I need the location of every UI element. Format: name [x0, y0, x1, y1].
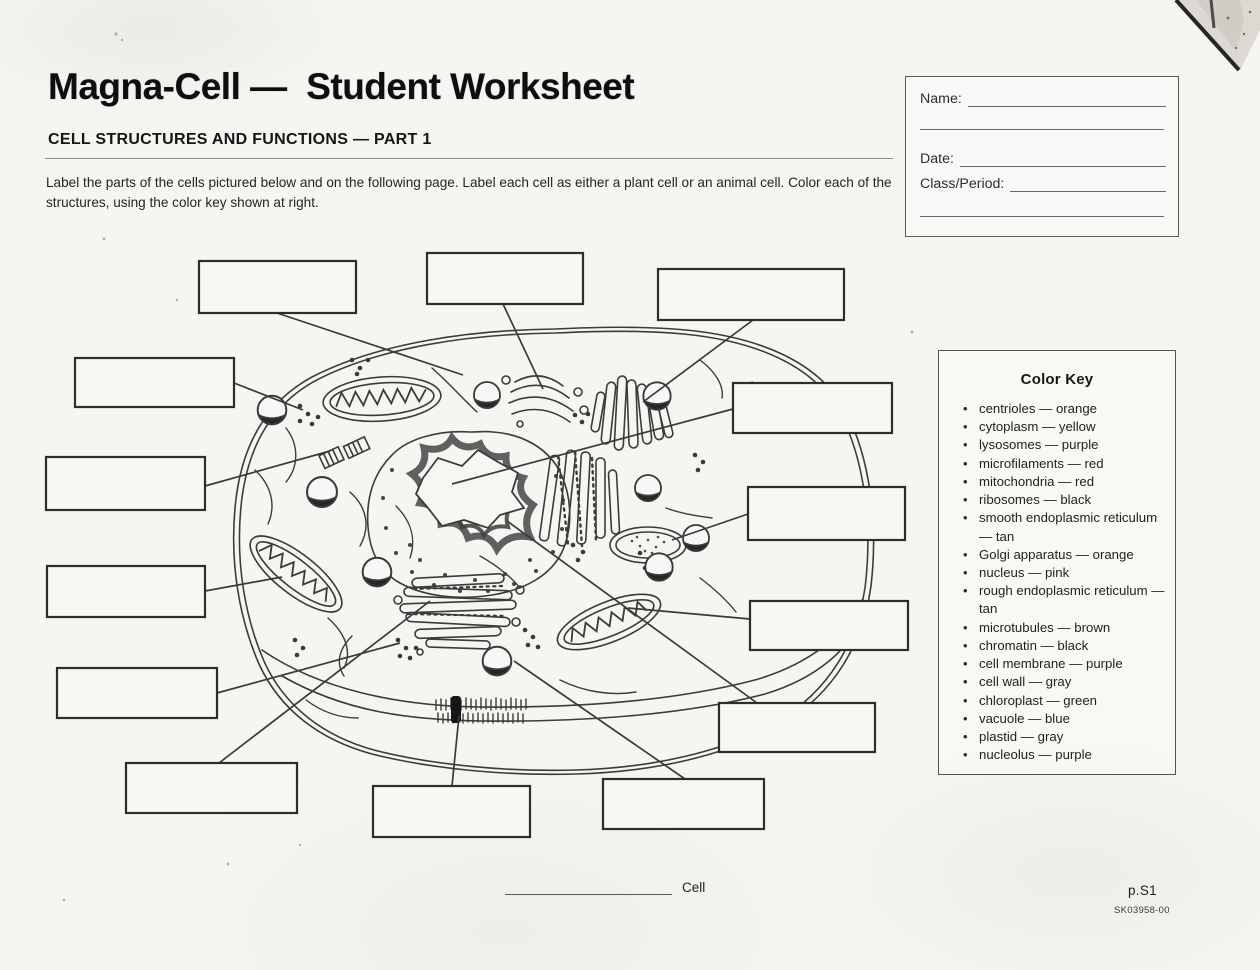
name-row: [920, 91, 1166, 107]
label-box-8[interactable]: [47, 566, 205, 617]
header-divider: [45, 158, 893, 159]
label-box-7[interactable]: [748, 487, 905, 540]
color-key-item: • nucleus — pink: [963, 564, 1165, 582]
color-key-item: • centrioles — orange: [963, 400, 1165, 418]
rough-endoplasmic-reticulum: [539, 450, 620, 546]
leader-line-10: [217, 643, 400, 693]
leader-line-2: [503, 304, 543, 389]
golgi-apparatus-bottom: [394, 574, 524, 655]
cell-type-blank[interactable]: [505, 876, 672, 895]
color-key-item: • vacuole — blue: [963, 710, 1165, 728]
chromatin-ring: [412, 438, 533, 549]
color-key-item: • chloroplast — green: [963, 692, 1165, 710]
color-key-item: • smooth endoplasmic reticulum — tan: [963, 509, 1165, 545]
label-box-11[interactable]: [719, 703, 875, 752]
date-row: [920, 151, 1166, 167]
label-box-9[interactable]: [750, 601, 908, 650]
golgi-apparatus-top: [502, 376, 588, 427]
leader-line-13: [452, 716, 459, 786]
leader-line-12: [219, 601, 430, 763]
color-key-item: • nucleolus — purple: [963, 746, 1165, 764]
leader-line-6: [205, 451, 330, 486]
label-box-2[interactable]: [427, 253, 583, 304]
label-box-1[interactable]: [199, 261, 356, 313]
label-box-13[interactable]: [373, 786, 530, 837]
color-key-item: • Golgi apparatus — orange: [963, 546, 1165, 564]
leader-line-9: [628, 608, 750, 619]
color-key-item: • microtubules — brown: [963, 619, 1165, 637]
label-box-6[interactable]: [46, 457, 205, 510]
label-box-4[interactable]: [75, 358, 234, 407]
leader-line-4: [234, 383, 303, 410]
label-box-12[interactable]: [126, 763, 297, 813]
color-key-item: • cell membrane — purple: [963, 655, 1165, 673]
leader-line-8: [205, 577, 282, 591]
name-overflow-line[interactable]: [920, 129, 1164, 130]
mitochondrion-bottom: [551, 583, 668, 661]
mitochondrion-left: [240, 524, 353, 624]
centrioles: [319, 435, 370, 469]
footer-page-number: p.S1: [1128, 883, 1157, 898]
label-box-10[interactable]: [57, 668, 217, 718]
page-title: Magna-Cell — Student Worksheet: [48, 66, 635, 107]
color-key-box: [938, 350, 1176, 775]
extra-write-line[interactable]: [920, 216, 1164, 217]
label-box-3[interactable]: [658, 269, 844, 320]
color-key-item: • mitochondria — red: [963, 473, 1165, 491]
color-key-item: • cell wall — gray: [963, 673, 1165, 691]
instructions-text: Label the parts of the cells pictured below and on the following page. Label each cell as either a plant cell or an animal cell. Color each of the structures, using the color key shown at right.: [46, 175, 892, 211]
leader-line-11: [507, 521, 757, 703]
color-key-item: • plastid — gray: [963, 728, 1165, 746]
class-period-input-line[interactable]: [1010, 176, 1166, 192]
color-key-item: • rough endoplasmic reticulum — tan: [963, 582, 1165, 618]
footer-doc-code: SK03958-00: [1114, 905, 1170, 916]
worksheet-subtitle: CELL STRUCTURES AND FUNCTIONS — PART 1: [48, 131, 432, 148]
class-period-row: [920, 176, 1166, 192]
color-key-item: • lysosomes — purple: [963, 436, 1165, 454]
lysosome-vesicles: [258, 382, 709, 675]
leader-line-1: [277, 313, 463, 375]
page-curl-artifact: [1176, 0, 1260, 70]
ribosome-clusters: [293, 358, 706, 661]
name-input-line[interactable]: [968, 91, 1166, 107]
class-period-label: Class/Period:: [920, 176, 1005, 192]
color-key-item: • ribosomes — black: [963, 491, 1165, 509]
color-key-item: • microfilaments — red: [963, 455, 1165, 473]
plastid: [610, 527, 686, 563]
cell-junction: [436, 696, 526, 723]
student-info-box: [905, 76, 1179, 237]
color-key-title: Color Key: [1020, 371, 1094, 388]
label-box-14[interactable]: [603, 779, 764, 829]
leader-line-7: [672, 514, 748, 540]
nucleus: [368, 432, 570, 598]
microfilaments: [255, 360, 765, 718]
cell-blank-label: Cell: [682, 880, 706, 895]
smooth-endoplasmic-reticulum: [591, 376, 674, 450]
name-label: Name:: [920, 91, 962, 107]
label-box-5[interactable]: [733, 383, 892, 433]
date-label: Date:: [920, 151, 954, 167]
leader-line-14: [514, 661, 685, 779]
leader-line-5: [452, 409, 733, 484]
color-key-item: • chromatin — black: [963, 637, 1165, 655]
cell-type-blank-row: [505, 876, 705, 895]
date-input-line[interactable]: [960, 151, 1166, 167]
color-key-list: [939, 400, 1175, 764]
mitochondrion-top: [322, 373, 443, 425]
nuclear-pores: [381, 468, 565, 593]
nucleolus: [416, 450, 524, 528]
color-key-item: • cytoplasm — yellow: [963, 418, 1165, 436]
